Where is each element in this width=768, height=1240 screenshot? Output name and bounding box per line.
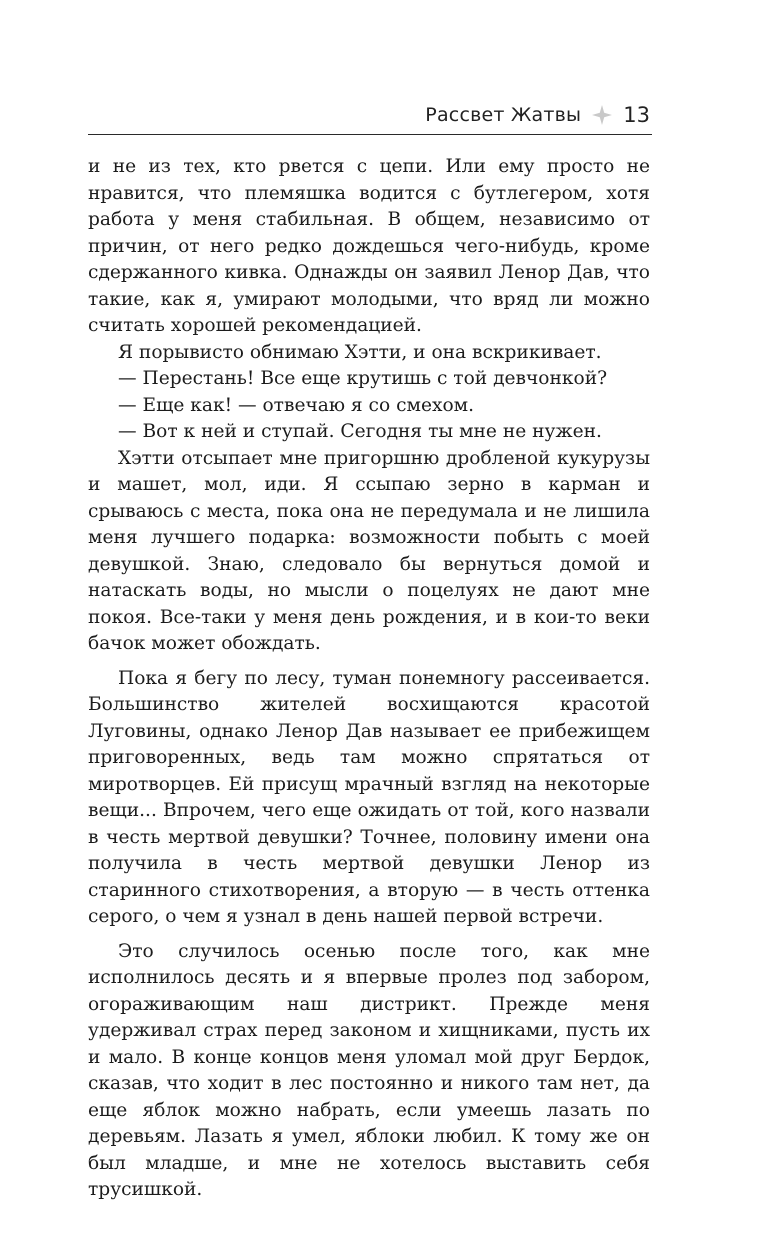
paragraph: Это случилось осенью после того, как мне исполнилось десять и я впервые пролез под забором, огораживающим наш дистрикт. Прежде меня удерживал страх перед законом и хищниками, пусть их и мало. В конце концов меня уломал мой друг Бердок, сказав, что ходит в лес постоянно и никого там нет, да еще яблок можно набрать, если умеешь лазать по деревьям. Лазать я умел, яблоки любил. К тому же он был младше, и мне не хотелось выставить себя трусишкой.: [88, 940, 650, 1200]
paragraph: Пока я бегу по лесу, туман понемногу рассеивается. Большинство жителей восхищаются красотой Луговины, однако Ленор Дав называет ее прибежищем приговоренных, ведь там можно спрятаться от миротворцев. Ей присущ мрачный взгляд на некоторые вещи... Впрочем, чего еще ожидать от той, кого назвали в честь мертвой девушки? Точнее, половину имени она получила в честь мертвой девушки Ленор из старинного стихотворения, а вторую — в честь оттенка серого, о чем я узнал в день нашей первой встречи.: [88, 667, 650, 927]
header-rule: [88, 134, 652, 135]
dialogue-line: — Еще как! — отвечаю я со смехом.: [118, 394, 475, 416]
paragraph: и не из тех, кто рвется с цепи. Или ему просто не нравится, что племяшка водится с бутлегером, хотя работа у меня стабильная. В общем, независимо от причин, от него редко дождешься чего-нибудь, кроме сдержанного кивка. Однажды он заявил Ленор Дав, что такие, как я, умирают молодыми, что вряд ли можно считать хорошей рекомендацией.: [88, 156, 650, 336]
dialogue-line: — Перестань! Все еще крутишь с той девчонкой?: [118, 368, 608, 389]
paragraph: Я порывисто обнимаю Хэтти, и она вскрикивает.: [118, 341, 602, 363]
four-point-star-icon: [591, 104, 613, 126]
dialogue-line: — Вот к ней и ступай. Сегодня ты мне не нужен.: [118, 421, 602, 442]
page-header: [88, 98, 650, 132]
running-title: Рассвет Жатвы: [425, 104, 582, 126]
page-number: 13: [623, 103, 650, 127]
paragraph: Хэтти отсыпает мне пригоршню дробленой кукурузы и машет, мол, иди. Я ссыпаю зерно в карман и срываюсь с места, пока она не передумала и не лишила меня лучшего подарка: возможности побыть с моей девушкой. Знаю, следовало бы вернуться домой и натаскать воды, но мысли о поцелуях не дают мне покоя. Все-таки у меня день рождения, и в кои-то веки бачок может обождать.: [88, 447, 650, 654]
body-text: [88, 154, 650, 1204]
